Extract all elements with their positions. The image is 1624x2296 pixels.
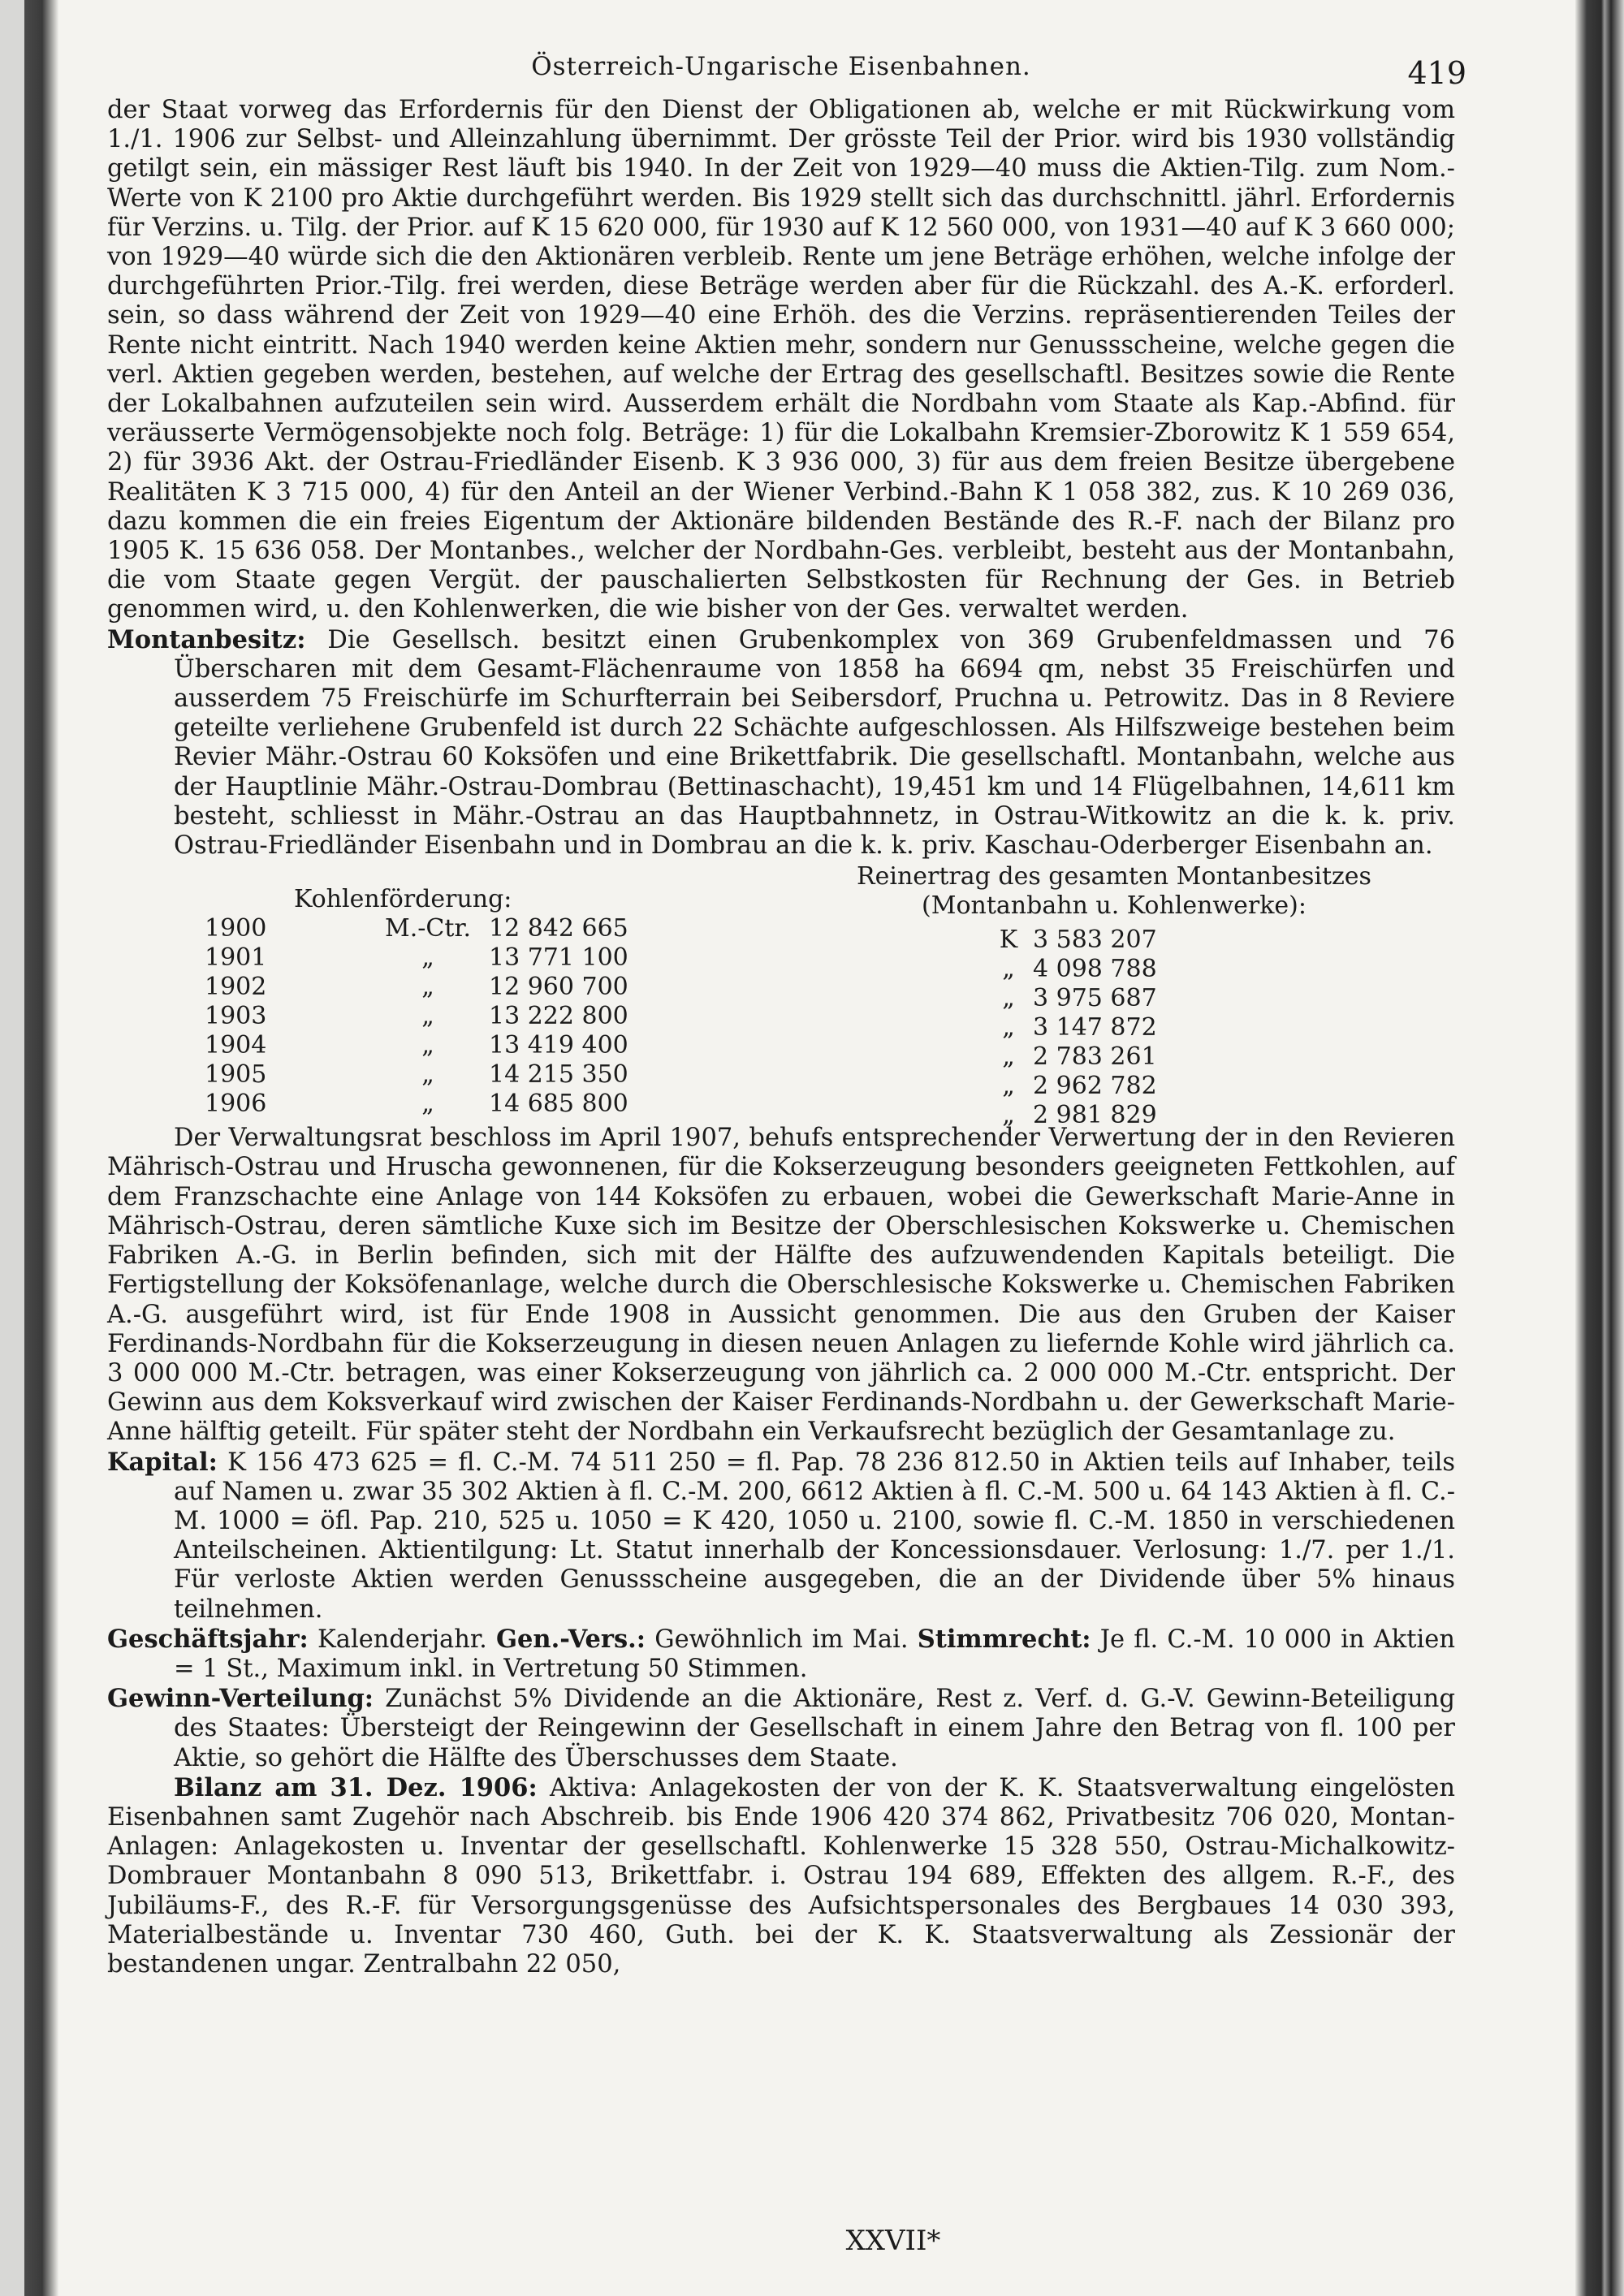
section-geschaeftsjahr — [107, 1625, 1455, 1684]
reinertrag-row — [984, 955, 1228, 984]
page-number: 419 — [1407, 55, 1466, 91]
kohlenfoerderung-row — [205, 914, 651, 943]
section-gewinn-verteilung — [107, 1684, 1455, 1773]
currency: „ — [1002, 1013, 1015, 1042]
unit: „ — [421, 973, 434, 1002]
text-geschaeftsjahr: Kalenderjahr. — [317, 1625, 487, 1654]
kohlenfoerderung-row — [205, 1060, 651, 1090]
unit: „ — [421, 1002, 434, 1031]
currency: „ — [1002, 1042, 1015, 1072]
reinertrag-row — [984, 1072, 1228, 1101]
currency: „ — [1002, 984, 1015, 1013]
paragraph-nordbahn-verstaatlichung: der Staat vorweg das Erfordernis für den Dienst der Obligationen ab, welche er mit Rückwirkung vom 1./1. 1906 zur Selbst- und Alleinzahlung übernimmt. Der grösste Teil der Prior. wird bis 1930 vollständig getilgt sein, ein mässiger Rest läuft bis 1940. In der Zeit von 1929—40 muss die Aktien-Tilg. zum Nom.-Werte von K 2100 pro Aktie durchgeführt werden. Bis 1929 stellt sich das durchschnittl. jährl. Erfordernis für Verzins. u. Tilg. der Prior. auf K 15 620 000, für 1930 auf K 12 560 000, von 1931—40 auf K 3 660 000; von 1929—40 würde sich die den Aktionären verbleib. Rente um jene Beträge erhöhen, welche infolge der durchgeführten Prior.-Tilg. frei werden, diese Beträge werden aber für die Rückzahl. des A.-K. erforderl. sein, so dass während der Zeit von 1929—40 eine Erhöh. des die Verzins. repräsentierenden Teiles der Rente nicht eintritt. Nach 1940 werden keine Aktien mehr, sondern nur Genussscheine, welche gegen die verl. Aktien gegeben werden, bestehen, auf welche der Ertrag des gesellschaftl. Besitzes sowie die Rente der Lokalbahnen aufzuteilen sein wird. Ausserdem erhält die Nordbahn vom Staate als Kap.-Abfind. für veräusserte Vermögensobjekte noch folg. Beträge: 1) für die Lokalbahn Kremsier-Zborowitz K 1 559 654, 2) für 3936 Akt. der Ostrau-Friedländer Eisenb. K 3 936 000, 3) für aus dem freien Besitze übergebene Realitäten K 3 715 000, 4) für den Anteil an der Wiener Verbind.-Bahn K 1 058 382, zus. K 10 269 036, dazu kommen die ein freies Eigentum der Aktionäre bildenden Bestände des R.-F. nach der Bilanz pro 1905 K. 15 636 058. Der Montanbes., welcher der Nordbahn-Ges. verbleibt, besteht aus der Montanbahn, die vom Staate gegen Vergüt. der pauschalierten Selbstkosten für Rechnung der Ges. in Betrieb genommen wird, u. den Kohlenwerken, die wie bisher von der Ges. verwaltet werden. — [107, 96, 1455, 624]
year: 1906 — [205, 1090, 267, 1119]
value: 13 419 400 — [489, 1031, 628, 1060]
year: 1905 — [205, 1060, 267, 1090]
year: 1900 — [205, 914, 267, 943]
reinertrag-title-line1: Reinertrag des gesamten Montanbesitzes — [857, 862, 1371, 891]
label-montanbesitz: Montanbesitz: — [107, 624, 306, 654]
text-gen-vers: Gewöhnlich im Mai. — [654, 1625, 909, 1654]
text-bilanz: Anlagekosten der von der K. K. Staatsverwaltung eingelösten Eisenbahnen samt Zugehör nach Abschreib. bis Ende 1906 420 374 862, Privatbesitz 706 020, Montan-Anlagen: Anlagekosten u. Inventar der gesellschaftl. Kohlenwerke 15 328 550, Ostrau-Michalkowitz-Dombrauer Montanbahn 8 090 513, Brikettfabr. i. Ostrau 194 689, Effekten des allgem. R.-F., des Jubiläums-F., des R.-F. für Versorgungsgenüsse des Aufsichtspersonales des Bergbaues 14 030 393, Materialbestände u. Inventar 730 460, Guth. bei der K. K. Staatsverwaltung als Zessionär der bestandenen ungar. Zentralbahn 22 050, — [107, 1773, 1455, 1979]
currency: K — [999, 926, 1018, 955]
unit: „ — [421, 1031, 434, 1060]
value: 14 215 350 — [489, 1060, 628, 1090]
value: 12 960 700 — [489, 973, 628, 1002]
page-left-edge — [0, 0, 58, 2296]
running-header — [107, 47, 1466, 96]
year: 1904 — [205, 1031, 267, 1060]
text-kapital: K 156 473 625 = fl. C.-M. 74 511 250 = fl. Pap. 78 236 812.50 in Aktien teils auf Inhaber, teils auf Namen u. zwar 35 302 Aktien à fl. C.-M. 200, 6612 Aktien à fl. C.-M. 500 u. 64 143 Aktien à fl. C.-M. 1000 = öfl. Pap. 210, 525 u. 1050 = K 420, 1050 u. 2100, sowie fl. C.-M. 1850 in verschiedenen Anteilscheinen. Aktientilgung: Lt. Statut innerhalb der Koncessionsdauer. Verlosung: 1./7. per 1./1. Für verloste Aktien werden Genussscheine ausgegeben, die an der Dividende über 5% hinaus teilnehmen. — [174, 1448, 1455, 1624]
label-geschaeftsjahr: Geschäftsjahr: — [107, 1624, 309, 1654]
section-bilanz — [107, 1773, 1455, 1979]
label-kapital: Kapital: — [107, 1447, 218, 1477]
value: 13 771 100 — [489, 943, 628, 973]
section-montanbesitz — [107, 625, 1455, 861]
value: 2 962 782 — [1033, 1072, 1157, 1101]
kohlenfoerderung-row — [205, 1002, 651, 1031]
value: 14 685 800 — [489, 1090, 628, 1119]
page-right-edge — [1575, 0, 1624, 2296]
section-kapital — [107, 1448, 1455, 1625]
value: 13 222 800 — [489, 1002, 628, 1031]
currency: „ — [1002, 1101, 1015, 1130]
unit: „ — [421, 1090, 434, 1119]
reinertrag-title-line2: (Montanbahn u. Kohlenwerke): — [922, 891, 1307, 921]
unit: „ — [421, 1060, 434, 1090]
currency: „ — [1002, 1072, 1015, 1101]
label-gewinn-verteilung: Gewinn-Verteilung: — [107, 1684, 374, 1714]
value: 2 783 261 — [1033, 1042, 1157, 1072]
value: 3 975 687 — [1033, 984, 1157, 1013]
kohlenfoerderung-row — [205, 973, 651, 1002]
text-montanbesitz: Die Gesellsch. besitzt einen Grubenkomplex von 369 Grubenfeldmassen und 76 Überscharen mit dem Gesamt-Flächenraume von 1858 ha 6694 qm, nebst 35 Freischürfen und ausserdem 75 Freischürfe im Schurfterrain bei Seibersdorf, Pruchna u. Petrowitz. Das in 8 Reviere geteilte verliehene Grubenfeld ist durch 22 Schächte aufgeschlossen. Als Hilfszweige bestehen beim Revier Mähr.-Ostrau 60 Koksöfen und eine Brikettfabrik. Die gesellschaftl. Montanbahn, welche aus der Hauptlinie Mähr.-Ostrau-Dombrau (Bettinaschacht), 19,451 km und 14 Flügelbahnen, 14,611 km besteht, schliesst in Mähr.-Ostrau an das Hauptbahnnetz, in Ostrau-Witkowitz an die k. k. priv. Ostrau-Friedländer Eisenbahn und in Dombrau an die k. k. priv. Kaschau-Oderberger Eisenbahn an. — [174, 625, 1455, 861]
kohlenfoerderung-row — [205, 1031, 651, 1060]
signature-mark: XXVII* — [845, 2225, 941, 2257]
reinertrag-title — [806, 862, 1423, 921]
year: 1902 — [205, 973, 267, 1002]
reinertrag-row — [984, 1013, 1228, 1042]
text-stimmrecht: Je fl. C.-M. 10 000 in Aktien = 1 St., Maximum inkl. in Vertretung 50 Stimmen. — [174, 1625, 1455, 1683]
currency: „ — [1002, 955, 1015, 984]
label-gen-vers: Gen.-Vers.: — [495, 1624, 646, 1654]
reinertrag-row — [984, 1042, 1228, 1072]
kohlenfoerderung-title: Kohlenförderung: — [294, 885, 512, 914]
kohlenfoerderung-row — [205, 943, 651, 973]
label-bilanz: Bilanz am 31. Dez. 1906: — [174, 1772, 538, 1802]
kohlenfoerderung-row — [205, 1090, 651, 1119]
unit: M.-Ctr. — [385, 914, 471, 943]
reinertrag-row — [984, 984, 1228, 1013]
text-gewinn-verteilung: Zunächst 5% Dividende an die Aktionäre, Rest z. Verf. d. G.-V. Gewinn-Beteiligung des Staates: Übersteigt der Reingewinn der Gesellschaft in einem Jahre den Betrag von fl. 100 per Aktie, so gehört die Hälfte des Überschusses dem Staate. — [174, 1685, 1455, 1772]
value: 2 981 829 — [1033, 1101, 1157, 1130]
page-content — [107, 47, 1466, 1979]
value: 3 147 872 — [1033, 1013, 1157, 1042]
reinertrag-row — [984, 926, 1228, 955]
production-tables — [107, 861, 1455, 1130]
label-aktiva: Aktiva: — [549, 1773, 638, 1802]
value: 4 098 788 — [1033, 955, 1157, 984]
paragraph-koksofenanlage: Der Verwaltungsrat beschloss im April 1907, behufs entsprechender Verwertung der in den Revieren Mährisch-Ostrau und Hruscha gewonnenen, für die Kokserzeugung besonders geeigneten Fettkohlen, auf dem Franzschachte eine Anlage von 144 Koksöfen zu erbauen, wobei die Gewerkschaft Marie-Anne in Mährisch-Ostrau, deren sämtliche Kuxe sich im Besitze der Oberschlesischen Kokswerke u. Chemischen Fabriken A.-G. in Berlin befinden, sich mit der Hälfte des aufzuwendenden Kapitals beteiligt. Die Fertigstellung der Koksöfenanlage, welche durch die Oberschlesische Kokswerke u. Chemischen Fabriken A.-G. ausgeführt wird, ist für Ende 1908 in Aussicht genommen. Die aus den Gruben der Kaiser Ferdinands-Nordbahn für die Kokserzeugung in diesen neuen Anlagen zu liefernde Kohle wird jährlich ca. 3 000 000 M.-Ctr. betragen, was einer Kokserzeugung von jährlich ca. 2 000 000 M.-Ctr. entspricht. Der Gewinn aus dem Koksverkauf wird zwischen der Kaiser Ferdinands-Nordbahn u. der Gewerkschaft Marie-Anne hälftig geteilt. Für später steht der Nordbahn ein Verkaufsrecht bezüglich der Gesamtanlage zu. — [107, 1124, 1455, 1447]
value: 12 842 665 — [489, 914, 628, 943]
header-title: Österreich-Ungarische Eisenbahnen. — [531, 52, 1031, 81]
value: 3 583 207 — [1033, 926, 1157, 955]
reinertrag-row — [984, 1101, 1228, 1130]
year: 1901 — [205, 943, 267, 973]
label-stimmrecht: Stimmrecht: — [917, 1624, 1091, 1654]
year: 1903 — [205, 1002, 267, 1031]
unit: „ — [421, 943, 434, 973]
